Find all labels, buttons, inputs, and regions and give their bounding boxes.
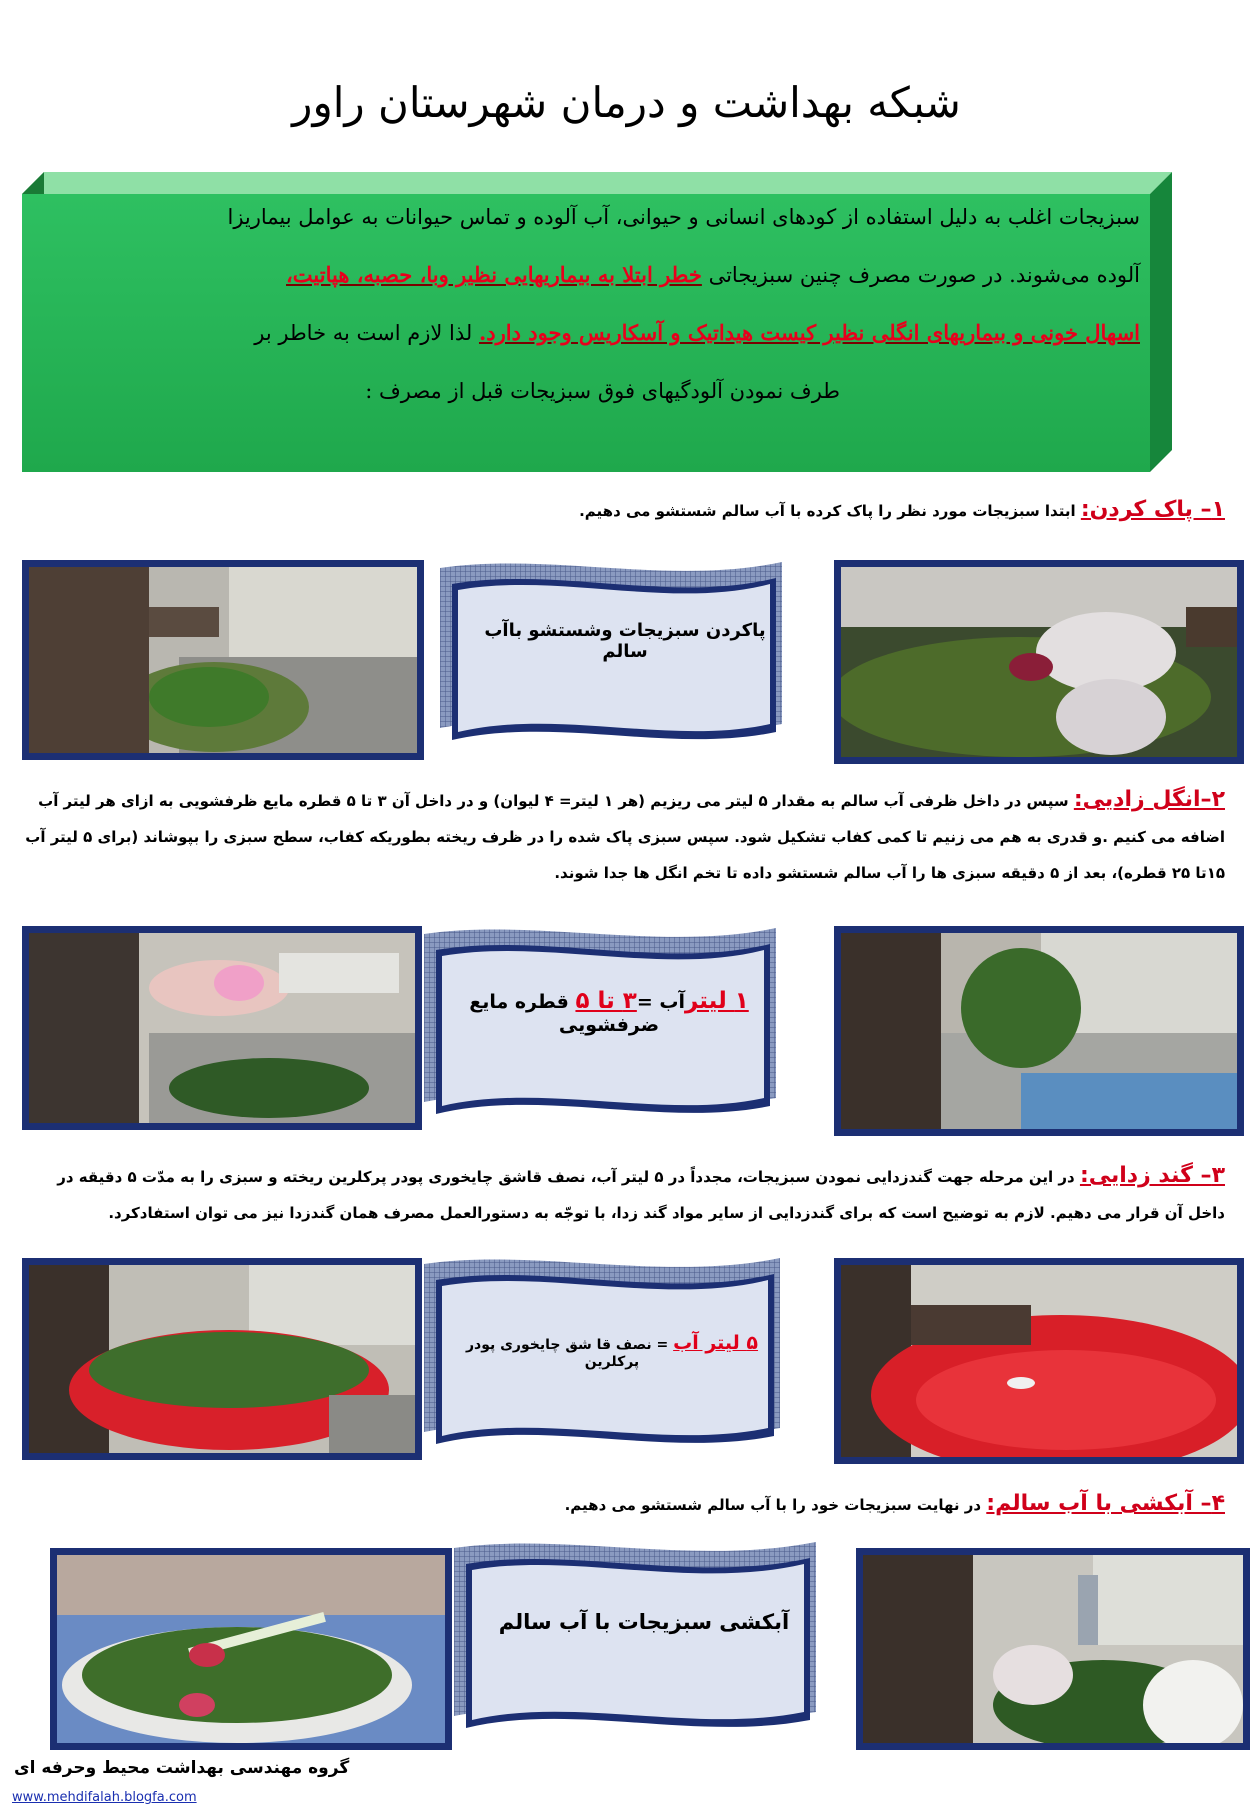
step-1-body: ابتدا سبزیجات مورد نظر را پاک کرده با آب سالم شستشو می دهیم. (579, 502, 1081, 520)
step-2-banner-text (444, 988, 774, 1036)
step-2-banner-liter: ۱ لیتر (684, 988, 749, 1014)
step-1-heading: ۱– پاک کردن: (1080, 497, 1225, 522)
step-1-photo-right (834, 560, 1244, 764)
step-4-heading: ۴– آبکشی با آب سالم: (986, 1491, 1225, 1516)
step-2-heading: ۲–انگل زادیی: (1073, 787, 1225, 812)
step-1-text (25, 492, 1225, 529)
step-1-banner-text: پاکردن سبزیجات وشستشو باآب سالم (484, 620, 766, 662)
step-4-photo-left (50, 1548, 452, 1750)
step-3-banner-text (444, 1332, 780, 1370)
step-2-banner-rest: قطره مایع ضرفشویی (469, 991, 660, 1036)
step-3-body: در این مرحله جهت گندزدایی نمودن سبزیجات، مجدداً در ۵ لیتر آب، نصف قاشق چایخوری پودر پرکلرین ریخته و سبزی را به مدّت ۵ دقیقه در داخل آن قرار می دهیم. لازم به توضیح است که برای گندزدایی از سایر مواد گند زدا، با توجّه به دستورالعمل مصرف همان گندزدا نیز می توان استفادکرد. (57, 1168, 1225, 1222)
intro-line-3 (50, 304, 1140, 362)
step-2-body: سپس در داخل ظرفی آب سالم به مقدار ۵ لیتر می ریزیم (هر ۱ لیتر= ۴ لیوان) و در داخل آن ۳ تا ۵ قطره مایع ظرفشویی به ازای هر لیتر آب اضافه می کنیم .و قدری به هم می زنیم تا کمی کفاب تشکیل شود. سپس سبزی پاک شده را در ظرف ریخته بطوریکه کفاب، سطح سبزی را بپوشاند (برای ۵ لیتر آب ۱۵تا ۲۵ قطره)، بعد از ۵ دقیقه سبزی ها را آب سالم شستشو داده تا تخم انگل ها جدا شوند. (25, 792, 1225, 882)
page-title: شبکه بهداشت و درمان شهرستان راور (292, 78, 961, 127)
step-3-photo-right (834, 1258, 1244, 1464)
step-4-photo-right (856, 1548, 1250, 1750)
step-2-banner-drops: ۳ تا ۵ (575, 988, 637, 1014)
intro-line-2-plain: آلوده می‌شوند. در صورت مصرف چنین سبزیجاتی (701, 263, 1140, 287)
step-3-heading: ۳– گند زدایی: (1079, 1163, 1225, 1188)
step-2-photo-left (22, 926, 422, 1130)
footer-url-link[interactable]: www.mehdifalah.blogfa.com (12, 1790, 197, 1805)
step-3-banner-rest: = نصف قا شق چایخوری پودر پرکلرین (465, 1337, 674, 1370)
step-4-banner (444, 1536, 824, 1732)
step-4-body: در نهایت سبزیجات خود را با آب سالم شستشو می دهیم. (564, 1496, 987, 1514)
step-3-photo-left (22, 1258, 422, 1460)
step-4-text (25, 1486, 1225, 1523)
step-2-text (25, 782, 1225, 891)
step-4-banner-text: آبکشی سبزیجات با آب سالم (498, 1610, 790, 1634)
step-2-photo-right (834, 926, 1244, 1136)
intro-line-2-highlight: خطر ابتلا به بیماریهایی نظیر وبا، حصبه، هپاتیت، (286, 262, 702, 287)
intro-line-2 (50, 246, 1140, 304)
intro-line-1: سبزیجات اغلب به دلیل استفاده از کودهای انسانی و حیوانی، آب آلوده و تماس حیوانات به عوامل بیماریزا (227, 205, 1140, 229)
step-2-banner-water: آب = (636, 991, 685, 1013)
footer-group-name: گروه مهندسی بهداشت محیط وحرفه ای (14, 1758, 350, 1778)
step-3-banner-liters: ۵ لیتر آب (673, 1332, 759, 1354)
intro-text (50, 188, 1140, 420)
intro-line-4: طرف نمودن آلودگیهای فوق سبزیجات قبل از مصرف : (365, 379, 840, 403)
intro-line-3-highlight: اسهال خونی و بیماریهای انگلی نظیر کیست هیداتیک و آسکاریس وجود دارد. (478, 320, 1140, 345)
step-1-photo-left (22, 560, 424, 760)
intro-line-3-plain: لذا لازم است به خاطر بر (254, 321, 479, 345)
step-3-text (25, 1158, 1225, 1231)
